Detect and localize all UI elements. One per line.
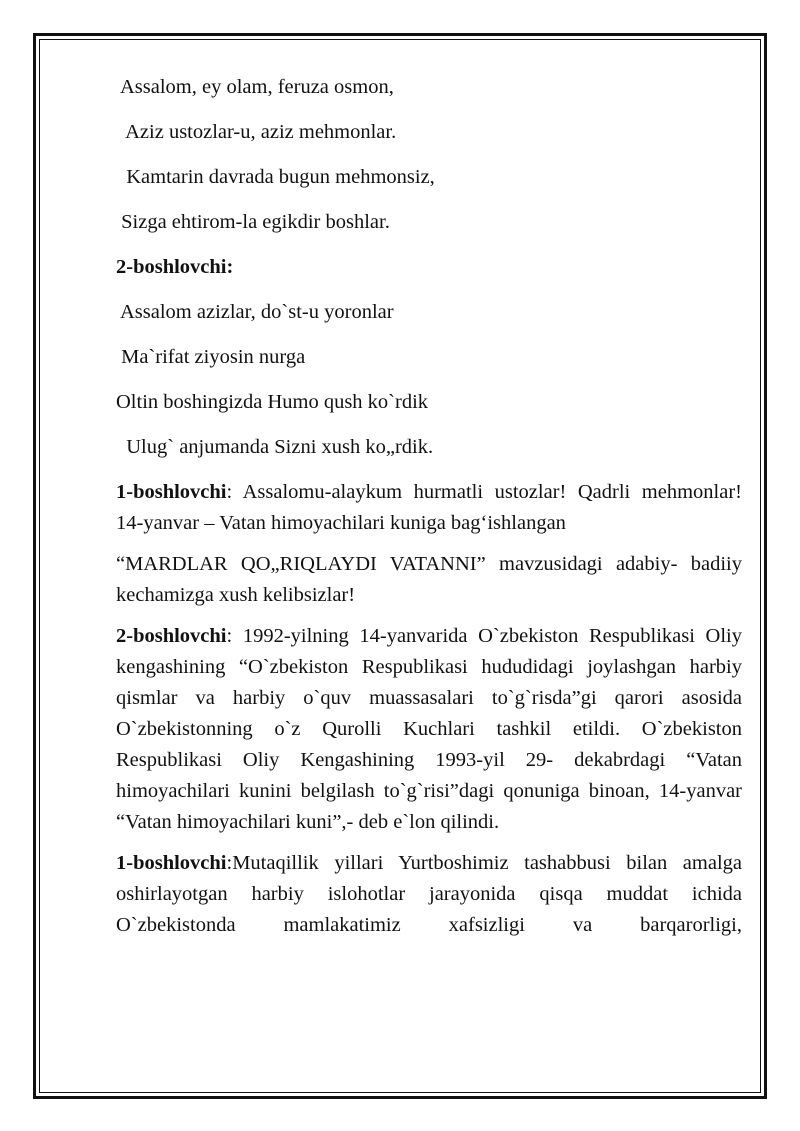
paragraph-text: :Mutaqillik yillari Yurtboshimiz tashabbusi bilan amalga oshirlayotgan harbiy islohotlar jarayonida qisqa muddat ichida O`zbekistonda mamlakatimiz xafsizligi va barqarorligi, [116, 852, 742, 936]
speaker-heading [116, 252, 742, 283]
paragraph-welcome [116, 549, 742, 611]
verse-line: Ma`rifat ziyosin nurga [116, 346, 306, 368]
verse-line: Assalom azizlar, do`st-u yoronlar [116, 301, 394, 323]
verse-line: Ulug` anjumanda Sizni xush ko„rdik. [116, 436, 434, 458]
speaker-label: 2-boshlovchi: [116, 256, 234, 278]
verse-line: Assalom, ey olam, feruza osmon, [116, 76, 394, 98]
verse-block-2 [116, 297, 742, 463]
paragraph-history [116, 621, 742, 838]
speaker-label: 1-boshlovchi [116, 481, 227, 503]
speaker-label: 1-boshlovchi [116, 852, 227, 874]
paragraph-text: : 1992-yilning 14-yanvarida O`zbekiston Respublikasi Oliy kengashining “O`zbekiston Respublikasi hududidagi joylashgan harbiy qismlar va harbiy o`quv muassasalari to`g`risda”gi qarori asosida O`zbekistonning o`z Qurolli Kuchlari tashkil etildi. O`zbekiston Respublikasi Oliy Kengashining 1993-yil 29- dekabrdagi “Vatan himoyachilari kunini belgilash to`g`risi”dagi qonuniga binoan, 14-yanvar “Vatan himoyachilari kuni”,- deb e`lon qilindi. [116, 625, 742, 833]
speaker-label: 2-boshlovchi [116, 625, 227, 647]
paragraph-text: “MARDLAR QO„RIQLAYDI VATANNI” mavzusidagi adabiy- badiiy kechamizga xush kelibsizlar! [116, 553, 742, 606]
verse-line: Kamtarin davrada bugun mehmonsiz, [116, 166, 435, 188]
paragraph-greeting [116, 477, 742, 539]
verse-line: Sizga ehtirom-la egikdir boshlar. [116, 211, 390, 233]
paragraph-text: : Assalomu-alaykum hurmatli ustozlar! Qadrli mehmonlar! 14-yanvar – Vatan himoyachilari kuniga bag‘ishlangan [116, 481, 742, 534]
verse-line: Aziz ustozlar-u, aziz mehmonlar. [116, 121, 397, 143]
document-body [116, 72, 742, 951]
paragraph-reforms [116, 848, 742, 941]
verse-line: Oltin boshingizda Humo qush ko`rdik [116, 391, 429, 413]
verse-block-1 [116, 72, 742, 238]
